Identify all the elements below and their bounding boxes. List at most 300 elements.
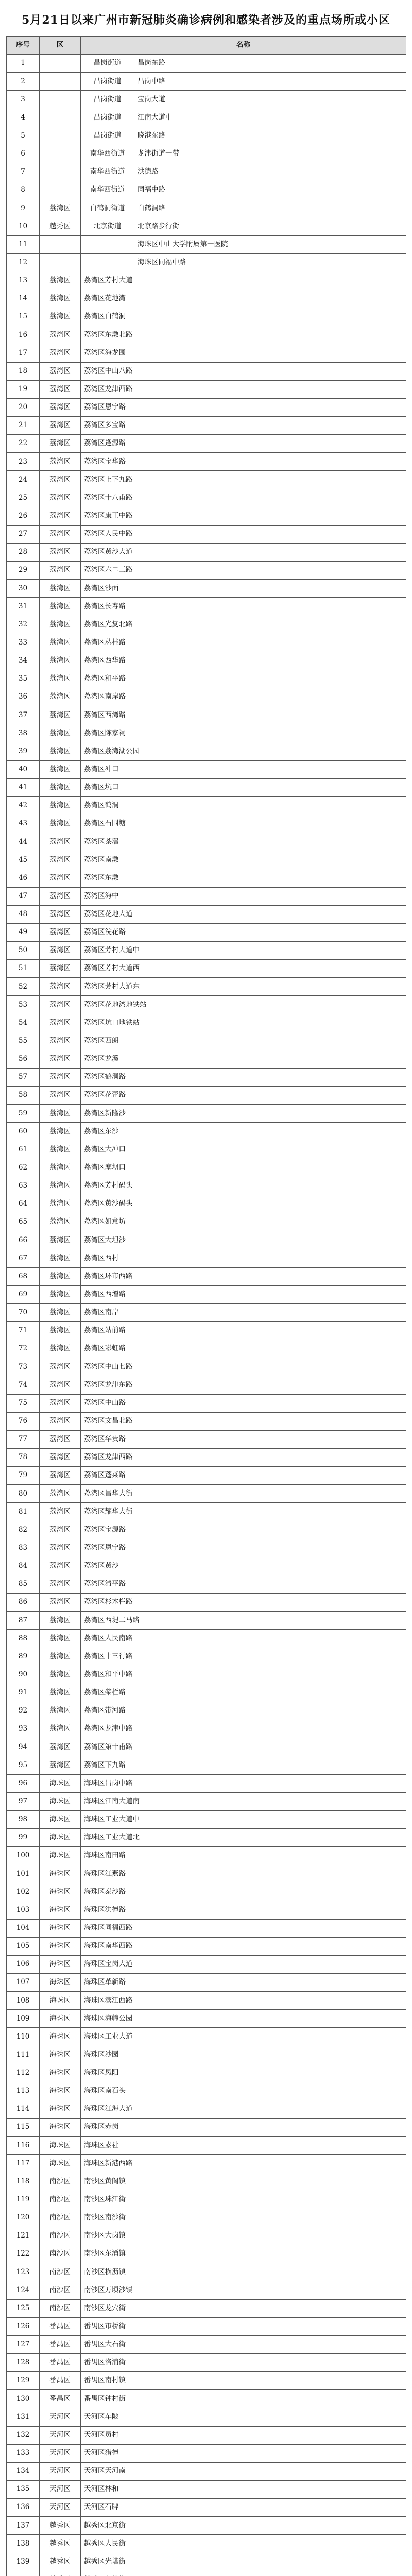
row-district: 荔湾区 [40,344,81,362]
row-name: 番禺区洛浦街 [81,2354,406,2372]
table-row [7,1376,406,1394]
row-index: 53 [7,996,40,1014]
table-row [7,598,406,616]
table-row [7,1267,406,1285]
row-index: 54 [7,1014,40,1032]
table-row [7,2499,406,2517]
row-district: 荔湾区 [40,1485,81,1503]
table-row [7,73,406,91]
row-name: 荔湾区人民中路 [81,525,406,543]
table-row [7,1448,406,1466]
row-district: 荔湾区 [40,815,81,833]
row-district: 南沙区 [40,2263,81,2281]
row-index: 11 [7,235,40,253]
row-index: 40 [7,760,40,778]
row-name: 荔湾区冲口 [81,760,406,778]
row-name: 天河区猎德 [81,2444,406,2462]
table-row [7,1575,406,1593]
row-index: 119 [7,2191,40,2209]
table-header-row [7,37,406,55]
row-district: 南沙区 [40,2281,81,2299]
row-name: 荔湾区西朗 [81,1032,406,1050]
row-district: 荔湾区 [40,1231,81,1249]
table-row [7,2046,406,2064]
row-district: 荔湾区 [40,869,81,887]
row-name: 荔湾区白鹤洞 [81,308,406,326]
row-name: 南沙区黄阁镇 [81,2173,406,2191]
row-index: 90 [7,1666,40,1684]
row-name: 荔湾区龙津西路 [81,380,406,398]
table-row [7,1087,406,1105]
table-row [7,580,406,598]
table-row [7,1901,406,1919]
table-row [7,1050,406,1068]
row-name: 天河区天河南 [81,2462,406,2480]
row-district: 荔湾区 [40,1376,81,1394]
row-name: 荔湾区十三行路 [81,1648,406,1666]
row-index: 67 [7,1249,40,1267]
row-name: 宝岗大道 [134,91,406,109]
table-row [7,1430,406,1448]
table-row [7,670,406,688]
row-index: 105 [7,1937,40,1955]
row-index: 74 [7,1376,40,1394]
row-name: 海珠区新港西路 [81,2155,406,2173]
row-index: 50 [7,942,40,960]
table-row [7,199,406,217]
row-index: 126 [7,2317,40,2335]
row-index: 34 [7,652,40,670]
row-name: 荔湾区东沙 [81,1123,406,1141]
row-name: 南沙区大岗镇 [81,2227,406,2245]
row-district: 南沙区 [40,2209,81,2227]
row-district: 海珠区 [40,2082,81,2100]
row-district: 海珠区 [40,1937,81,1955]
row-name: 荔湾区西增路 [81,1285,406,1303]
row-district [40,145,81,163]
row-index: 138 [7,2535,40,2553]
row-district: 番禺区 [40,2317,81,2335]
row-index: 128 [7,2354,40,2372]
row-index: 32 [7,616,40,634]
table-row [7,996,406,1014]
row-name: 海珠区工业大道北 [81,1828,406,1846]
table-row [7,435,406,453]
row-name: 荔湾区芳村码头 [81,1177,406,1195]
row-district: 荔湾区 [40,1467,81,1485]
row-index: 96 [7,1774,40,1792]
row-district: 荔湾区 [40,634,81,652]
row-index: 79 [7,1467,40,1485]
row-index: 64 [7,1195,40,1213]
row-district: 荔湾区 [40,598,81,616]
table-row [7,1738,406,1756]
row-district: 荔湾区 [40,1702,81,1720]
row-index: 33 [7,634,40,652]
row-index: 121 [7,2227,40,2245]
row-district: 荔湾区 [40,1069,81,1087]
row-name: 洪德路 [134,163,406,181]
table-row [7,1141,406,1159]
row-index: 114 [7,2100,40,2119]
row-district: 荔湾区 [40,1050,81,1068]
row-name: 海珠区泰沙路 [81,1883,406,1901]
row-index: 111 [7,2046,40,2064]
row-index: 30 [7,580,40,598]
header-district: 区 [40,37,81,55]
table-row [7,1105,406,1123]
row-name: 荔湾区龙溪 [81,1050,406,1068]
row-name: 海珠区工业大道 [81,2028,406,2046]
row-index: 89 [7,1648,40,1666]
row-district: 荔湾区 [40,1195,81,1213]
row-district: 荔湾区 [40,1756,81,1774]
row-index: 86 [7,1594,40,1612]
row-name: 荔湾区上下九路 [81,471,406,489]
table-row [7,616,406,634]
table-row [7,905,406,923]
row-name: 荔湾区和平路 [81,670,406,688]
table-row [7,1612,406,1630]
row-index: 21 [7,416,40,434]
row-name: 荔湾区黄沙码头 [81,1195,406,1213]
table-row [7,1485,406,1503]
row-district: 海珠区 [40,1774,81,1792]
table-row [7,1231,406,1249]
row-index: 129 [7,2372,40,2390]
row-district [40,55,81,73]
table-row [7,2281,406,2299]
row-district: 越秀区 [40,2553,81,2571]
table-row [7,326,406,344]
row-name: 荔湾区荔湾湖公园 [81,742,406,760]
row-district: 荔湾区 [40,688,81,706]
row-index: 92 [7,1702,40,1720]
row-district: 荔湾区 [40,471,81,489]
row-district: 荔湾区 [40,1105,81,1123]
row-index: 22 [7,435,40,453]
row-subdistrict: 昌岗街道 [81,127,134,145]
row-district: 荔湾区 [40,543,81,561]
row-name: 荔湾区塞坝口 [81,1159,406,1177]
row-name: 荔湾区芳村大道东 [81,978,406,996]
row-index: 49 [7,923,40,941]
table-row [7,1774,406,1792]
table-row [7,416,406,434]
row-index: 13 [7,272,40,290]
table-row [7,887,406,905]
row-district: 荔湾区 [40,1648,81,1666]
table-row [7,2191,406,2209]
row-name: 荔湾区第十甫路 [81,1738,406,1756]
row-index: 68 [7,1267,40,1285]
table-row [7,688,406,706]
row-district: 荔湾区 [40,326,81,344]
row-name: 荔湾区黄沙 [81,1557,406,1575]
table-row [7,1412,406,1430]
table-row [7,796,406,815]
row-district: 海珠区 [40,2137,81,2155]
table-row [7,55,406,73]
row-district: 荔湾区 [40,435,81,453]
page-title: 5月21日以来广州市新冠肺炎确诊病例和感染者涉及的重点场所或小区 [22,13,390,27]
table-row [7,2064,406,2082]
table-row [7,923,406,941]
row-index: 101 [7,1865,40,1883]
row-index: 66 [7,1231,40,1249]
row-district: 海珠区 [40,1992,81,2010]
table-row [7,91,406,109]
table-row [7,2028,406,2046]
row-name: 荔湾区东漖北路 [81,326,406,344]
row-district: 荔湾区 [40,670,81,688]
row-name: 海珠区赤岗 [81,2119,406,2137]
row-name: 荔湾区花蕾路 [81,1087,406,1105]
row-name: 荔湾区龙津西路 [81,1448,406,1466]
row-index: 93 [7,1720,40,1738]
row-district: 荔湾区 [40,1267,81,1285]
row-index: 139 [7,2553,40,2571]
table-row [7,942,406,960]
row-district: 越秀区 [40,2535,81,2553]
row-index: 29 [7,562,40,580]
row-district: 荔湾区 [40,1738,81,1756]
row-index: 72 [7,1340,40,1358]
row-index: 37 [7,706,40,724]
table-row [7,869,406,887]
table-row [7,1539,406,1557]
row-district: 番禺区 [40,2390,81,2408]
row-index: 62 [7,1159,40,1177]
row-name: 荔湾区恩宁路 [81,1539,406,1557]
row-district: 海珠区 [40,2046,81,2064]
table-row [7,2426,406,2444]
row-district: 荔湾区 [40,1213,81,1231]
row-index: 61 [7,1141,40,1159]
row-index: 44 [7,833,40,851]
row-name: 荔湾区龙津中路 [81,1720,406,1738]
row-district [40,2571,81,2576]
row-index: 36 [7,688,40,706]
row-district: 荔湾区 [40,960,81,978]
row-index: 104 [7,1919,40,1937]
row-subdistrict: 昌岗街道 [81,73,134,91]
row-name: 南沙区东涌镇 [81,2245,406,2263]
row-district: 荔湾区 [40,290,81,308]
row-district: 荔湾区 [40,942,81,960]
table-row [7,235,406,253]
table-row [7,1303,406,1321]
row-district: 荔湾区 [40,1666,81,1684]
row-name: 荔湾区南岸 [81,1303,406,1321]
row-name: 同福中路 [134,181,406,199]
row-name: 天河区员村 [81,2426,406,2444]
row-name: 海珠区素社 [81,2137,406,2155]
row-district: 荔湾区 [40,1303,81,1321]
row-name: 荔湾区茶滘 [81,833,406,851]
row-name: 荔湾区带河路 [81,1702,406,1720]
row-name: 荔湾区海中 [81,887,406,905]
table-row [7,1648,406,1666]
table-row [7,1159,406,1177]
row-index: 45 [7,851,40,869]
row-district: 海珠区 [40,1865,81,1883]
row-district: 荔湾区 [40,887,81,905]
row-district: 荔湾区 [40,724,81,742]
table-row [7,1394,406,1412]
row-district: 荔湾区 [40,398,81,416]
row-district: 荔湾区 [40,1394,81,1412]
row-name: 番禺区南村镇 [81,2372,406,2390]
table-row [7,2245,406,2263]
row-index: 77 [7,1430,40,1448]
row-name: 荔湾区桨栏路 [81,1684,406,1702]
row-name: 南沙区龙穴街 [81,2299,406,2317]
table-row [7,1756,406,1774]
row-district: 海珠区 [40,2010,81,2028]
row-name: 荔湾区多宝路 [81,416,406,434]
row-index: 80 [7,1485,40,1503]
row-name: 荔湾区丛桂路 [81,634,406,652]
row-name: 越秀区光塔街 [81,2553,406,2571]
table-row [7,145,406,163]
row-index: 71 [7,1321,40,1340]
row-index: 78 [7,1448,40,1466]
row-index: 25 [7,489,40,507]
table-row [7,1828,406,1846]
table-row [7,2335,406,2353]
row-index: 42 [7,796,40,815]
table-row [7,2408,406,2426]
row-district [40,91,81,109]
header-index: 序号 [7,37,40,55]
row-district: 南沙区 [40,2227,81,2245]
row-subdistrict [81,235,134,253]
table-row [7,2390,406,2408]
row-name: 荔湾区中山八路 [81,362,406,380]
row-index: 134 [7,2462,40,2480]
row-subdistrict: 昌岗街道 [81,55,134,73]
row-index: 65 [7,1213,40,1231]
row-district: 天河区 [40,2408,81,2426]
table-row [7,2263,406,2281]
row-name: 龙津街道一带 [134,145,406,163]
row-district: 荔湾区 [40,978,81,996]
row-name: 荔湾区坑口 [81,778,406,796]
table-row [7,652,406,670]
table-row [7,489,406,507]
row-index: 106 [7,1955,40,1973]
row-district: 南沙区 [40,2245,81,2263]
row-name: 番禺区钟村街 [81,2390,406,2408]
row-index: 48 [7,905,40,923]
table-row [7,1883,406,1901]
table-row [7,978,406,996]
row-index: 39 [7,742,40,760]
row-name: 天河区石牌 [81,2499,406,2517]
row-subdistrict: 南华西街道 [81,145,134,163]
table-row [7,2517,406,2535]
row-subdistrict: 南华西街道 [81,181,134,199]
row-district: 海珠区 [40,2119,81,2137]
row-district: 荔湾区 [40,760,81,778]
table-row [7,1810,406,1828]
table-row [7,1321,406,1340]
row-district [40,73,81,91]
table-row [7,1666,406,1684]
table-row [7,778,406,796]
row-district: 荔湾区 [40,1720,81,1738]
row-index [7,2571,40,2576]
table-row [7,1702,406,1720]
row-name: 白鹤洞路 [134,199,406,217]
row-district: 荔湾区 [40,380,81,398]
header-name: 名称 [81,37,406,55]
row-index: 14 [7,290,40,308]
row-index: 23 [7,453,40,471]
row-index: 84 [7,1557,40,1575]
row-district: 荔湾区 [40,272,81,290]
table-row [7,181,406,199]
row-district: 荔湾区 [40,1612,81,1630]
row-index: 73 [7,1358,40,1376]
row-name: 天河区车陂 [81,2408,406,2426]
row-district: 荔湾区 [40,923,81,941]
row-name: 荔湾区十八甫路 [81,489,406,507]
row-district: 荔湾区 [40,1087,81,1105]
row-index: 110 [7,2028,40,2046]
row-district: 荔湾区 [40,308,81,326]
table-row [7,1340,406,1358]
row-name: 荔湾区石围塘 [81,815,406,833]
row-index: 75 [7,1394,40,1412]
row-district: 南沙区 [40,2299,81,2317]
row-index: 76 [7,1412,40,1430]
row-name: 荔湾区中山七路 [81,1358,406,1376]
table-row [7,706,406,724]
row-name: 海珠区江海大道 [81,2100,406,2119]
table-row [7,1249,406,1267]
row-index: 4 [7,109,40,127]
row-name: 荔湾区宝华路 [81,453,406,471]
row-district: 荔湾区 [40,1032,81,1050]
row-index: 136 [7,2499,40,2517]
row-name: 南沙区珠江街 [81,2191,406,2209]
row-subdistrict: 昌岗街道 [81,91,134,109]
row-district: 海珠区 [40,2155,81,2173]
row-name: 荔湾区龙津东路 [81,1376,406,1394]
row-subdistrict: 白鹤洞街道 [81,199,134,217]
row-index: 1 [7,55,40,73]
row-district: 荔湾区 [40,1159,81,1177]
row-name: 荔湾区东漖 [81,869,406,887]
row-name: 昌岗东路 [134,55,406,73]
table-row [7,253,406,272]
row-name: 荔湾区大坦沙 [81,1231,406,1249]
row-index: 135 [7,2480,40,2498]
row-district: 海珠区 [40,2028,81,2046]
row-district: 海珠区 [40,1828,81,1846]
row-district: 海珠区 [40,2100,81,2119]
table-row [7,1684,406,1702]
row-district: 荔湾区 [40,833,81,851]
row-name: 荔湾区西村 [81,1249,406,1267]
row-name: 荔湾区康王中路 [81,507,406,525]
row-district: 海珠区 [40,1792,81,1810]
row-index: 31 [7,598,40,616]
row-name: 荔湾区花地湾 [81,290,406,308]
row-index: 125 [7,2299,40,2317]
